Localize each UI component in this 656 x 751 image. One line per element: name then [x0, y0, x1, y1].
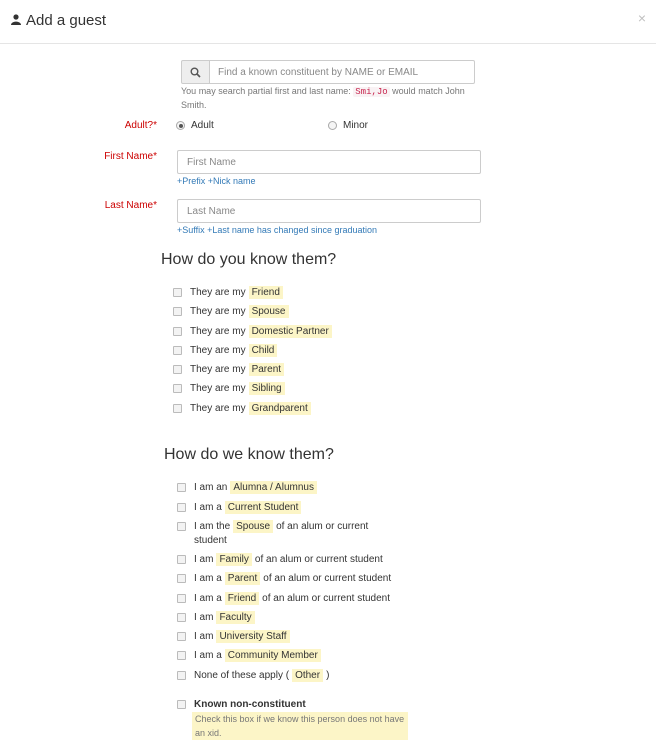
modal-header: [0, 0, 656, 44]
search-input[interactable]: [210, 60, 475, 84]
relation-text: They are my: [190, 383, 246, 394]
affiliation-highlight: Faculty: [216, 611, 254, 624]
search-icon[interactable]: [181, 60, 210, 84]
affiliation-checkbox[interactable]: [177, 520, 387, 548]
affiliation-text-post: of an alum or current student: [254, 554, 383, 565]
checkbox[interactable]: [177, 632, 186, 641]
affiliation-checkbox-other[interactable]: [177, 669, 329, 682]
checkbox[interactable]: [177, 613, 186, 622]
relation-highlight: Sibling: [249, 382, 285, 395]
affiliation-text: I am an: [194, 482, 228, 493]
affiliation-text-post: of an alum or current student: [262, 593, 391, 604]
relation-highlight: Friend: [249, 286, 283, 299]
affiliation-highlight: Community Member: [225, 649, 321, 662]
relation-text: They are my: [190, 364, 246, 375]
add-suffix-link[interactable]: +Suffix: [177, 225, 205, 235]
last-name-input[interactable]: [177, 199, 481, 223]
affiliation-highlight: Current Student: [225, 501, 302, 514]
last-name-links: [177, 225, 377, 235]
relation-checkbox[interactable]: [173, 305, 292, 318]
non-constituent-label: Known non-constituent: [194, 699, 306, 710]
affiliation-text-block: [194, 520, 368, 548]
checkbox[interactable]: [177, 555, 186, 564]
affiliation-text-post: of an alum or current: [276, 521, 369, 532]
required-marker: *: [153, 120, 157, 131]
relation-text: They are my: [190, 326, 246, 337]
relation-checkbox[interactable]: [173, 363, 287, 376]
how-we-know-heading: How do we know them?: [164, 446, 334, 463]
affiliation-checkbox[interactable]: [177, 592, 390, 605]
first-name-label-text: First Name: [104, 151, 154, 162]
relation-highlight: Child: [249, 344, 278, 357]
affiliation-text: I am a: [194, 573, 222, 584]
non-constituent-checkbox[interactable]: [177, 699, 306, 710]
checkbox[interactable]: [177, 671, 186, 680]
affiliation-highlight: Other: [292, 669, 323, 682]
relation-highlight: Spouse: [249, 305, 289, 318]
affiliation-checkbox[interactable]: [177, 611, 258, 624]
search-help-text-end: would match John Smith.: [181, 86, 465, 110]
user-icon: [11, 12, 21, 29]
relation-text: They are my: [190, 306, 246, 317]
radio-adult-dot[interactable]: [176, 121, 185, 130]
affiliation-text: I am a: [194, 593, 222, 604]
checkbox[interactable]: [173, 404, 182, 413]
radio-minor-dot[interactable]: [328, 121, 337, 130]
checkbox[interactable]: [177, 503, 186, 512]
affiliation-text: I am a: [194, 650, 222, 661]
affiliation-highlight: Spouse: [233, 520, 273, 533]
required-marker: *: [153, 200, 157, 211]
required-marker: *: [153, 151, 157, 162]
checkbox[interactable]: [173, 307, 182, 316]
affiliation-text-post-line2: student: [194, 535, 227, 546]
radio-adult[interactable]: [176, 120, 214, 131]
affiliation-checkbox[interactable]: [177, 501, 304, 514]
affiliation-text-post: ): [326, 670, 330, 681]
relation-checkbox[interactable]: [173, 286, 286, 299]
checkbox[interactable]: [173, 365, 182, 374]
search-help: [181, 85, 481, 112]
affiliation-highlight: Friend: [225, 592, 259, 605]
checkbox[interactable]: [173, 346, 182, 355]
affiliation-highlight: Family: [216, 553, 251, 566]
radio-minor-label: Minor: [343, 120, 369, 131]
checkbox[interactable]: [173, 288, 182, 297]
affiliation-text-post: of an alum or current student: [263, 573, 392, 584]
affiliation-checkbox[interactable]: [177, 481, 320, 494]
relation-text: They are my: [190, 345, 246, 356]
close-button[interactable]: ×: [637, 10, 646, 26]
affiliation-text: I am the: [194, 521, 231, 532]
first-name-input[interactable]: [177, 150, 481, 174]
affiliation-checkbox[interactable]: [177, 630, 293, 643]
affiliation-highlight: Parent: [225, 572, 260, 585]
affiliation-highlight: University Staff: [216, 630, 289, 643]
relation-checkbox[interactable]: [173, 382, 288, 395]
relation-checkbox[interactable]: [173, 344, 280, 357]
checkbox[interactable]: [177, 574, 186, 583]
constituent-search: [181, 60, 475, 84]
checkbox[interactable]: [177, 651, 186, 660]
last-name-label-text: Last Name: [104, 200, 154, 211]
affiliation-text: I am: [194, 612, 214, 623]
last-name-changed-link[interactable]: +Last name has changed since graduation: [207, 225, 377, 235]
relation-checkbox[interactable]: [173, 325, 335, 338]
checkbox[interactable]: [173, 384, 182, 393]
add-prefix-link[interactable]: +Prefix: [177, 176, 206, 186]
adult-label: [95, 120, 157, 131]
checkbox[interactable]: [177, 700, 186, 709]
radio-minor[interactable]: [328, 120, 368, 131]
non-constituent-note: Check this box if we know this person does not have an xid.: [192, 712, 408, 740]
checkbox[interactable]: [177, 522, 186, 531]
modal-title-text: Add a guest: [26, 12, 107, 29]
last-name-label: [85, 200, 157, 211]
affiliation-checkbox[interactable]: [177, 649, 324, 662]
how-you-know-heading: How do you know them?: [161, 251, 337, 268]
search-help-text: You may search partial first and last name:: [181, 86, 354, 96]
affiliation-text: I am: [194, 554, 214, 565]
relation-highlight: Grandparent: [249, 402, 311, 415]
affiliation-text: I am: [194, 631, 214, 642]
affiliation-checkbox[interactable]: [177, 572, 391, 585]
affiliation-checkbox[interactable]: [177, 553, 383, 566]
relation-checkbox[interactable]: [173, 402, 314, 415]
first-name-label: [85, 151, 157, 162]
relation-highlight: Domestic Partner: [249, 325, 332, 338]
checkbox[interactable]: [177, 594, 186, 603]
checkbox[interactable]: [173, 327, 182, 336]
adult-label-text: Adult?: [124, 120, 154, 131]
relation-highlight: Parent: [249, 363, 284, 376]
relation-text: They are my: [190, 403, 246, 414]
relation-text: They are my: [190, 287, 246, 298]
first-name-links: [177, 176, 256, 186]
search-example-code: Smi,Jo: [355, 87, 388, 97]
affiliation-highlight: Alumna / Alumnus: [230, 481, 317, 494]
add-nickname-link[interactable]: +Nick name: [207, 176, 256, 186]
checkbox[interactable]: [177, 483, 186, 492]
modal-title: [11, 12, 106, 29]
affiliation-text: I am a: [194, 502, 222, 513]
radio-adult-label: Adult: [191, 120, 214, 131]
affiliation-text: None of these apply (: [194, 670, 290, 681]
